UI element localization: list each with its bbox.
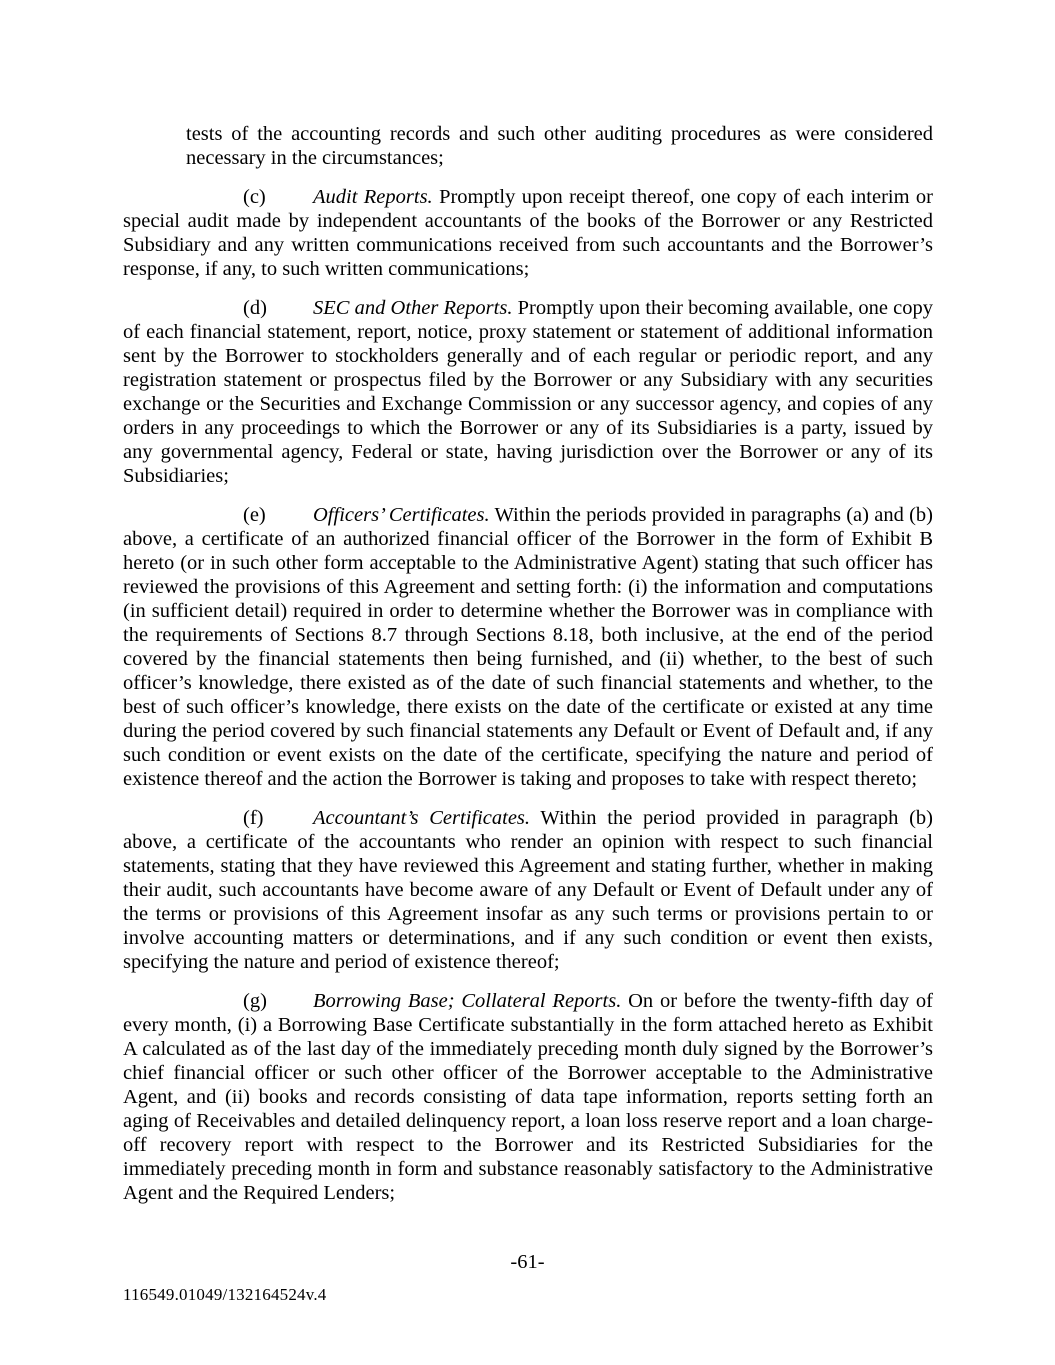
paragraph-c-text: Promptly upon receipt thereof, one copy of each interim or special audit made by independent accountants of the books of the Borrower or any Restricted Subsidiary and any written communications received from such accountants and the Borrower’s response, if any, to such written communications; xyxy=(123,186,934,280)
paragraph-g-label: (g) xyxy=(243,990,267,1012)
paragraph-e-text: Within the periods provided in paragraphs (a) and (b) above, a certificate of an authorized financial officer of the Borrower in the form of Exhibit B hereto (or in such other form acceptable to the Administrative Agent) stating that such officer has reviewed the provisions of this Agreement and setting forth: (i) the information and computations (in sufficient detail) required in order to determine whether the Borrower was in compliance with the requirements of Sections 8.7 through Sections 8.18, both inclusive, at the end of the period covered by the financial statements then being furnished, and (ii) whether, to the best of such officer’s knowledge, there existed as of the date of such financial statements and whether, to the best of such officer’s knowledge, there exists on the date of the certificate or existed at any time during the period covered by such financial statements any Default or Event of Default and, if any such condition or event exists on the date of the certificate, specifying the nature and period of existence thereof and the action the Borrower is taking and proposes to take with respect thereto; xyxy=(123,504,933,790)
paragraph-f-label: (f) xyxy=(243,807,264,829)
paragraph-c-label: (c) xyxy=(243,186,266,208)
paragraph-e-label: (e) xyxy=(243,504,266,526)
paragraph-e xyxy=(123,503,933,791)
continuation-paragraph: tests of the accounting records and such other auditing procedures as were considered necessary in the circumstances; xyxy=(186,123,933,169)
paragraph-f-text: Within the period provided in paragraph (b) above, a certificate of the accountants who render an opinion with respect to such financial statements, stating that they have reviewed this Agreement and stating further, whether in making their audit, such accountants have become aware of any Default or Event of Default under any of the terms or provisions of this Agreement insofar as any such terms or provisions pertain to or involve accounting matters or determinations, and if any such condition or event then exists, specifying the nature and period of existence thereof; xyxy=(123,807,934,973)
paragraph-c xyxy=(123,185,933,281)
paragraph-c-title: Audit Reports. xyxy=(313,186,433,208)
page-number: -61- xyxy=(510,1251,545,1273)
paragraph-d-title: SEC and Other Reports. xyxy=(313,297,513,319)
document-control-number: 116549.01049/132164524v.4 xyxy=(123,1285,327,1304)
paragraph-g xyxy=(123,989,933,1205)
paragraph-d-label: (d) xyxy=(243,297,267,319)
paragraph-g-title: Borrowing Base; Collateral Reports. xyxy=(313,990,622,1012)
paragraph-f xyxy=(123,806,933,974)
paragraph-f-title: Accountant’s Certificates. xyxy=(313,807,531,829)
paragraph-d xyxy=(123,296,933,488)
paragraph-g-text: On or before the twenty-fifth day of every month, (i) a Borrowing Base Certificate substantially in the form attached hereto as Exhibit A calculated as of the last day of the immediately preceding month duly signed by the Borrower’s chief financial officer or such other officer of the Borrower acceptable to the Administrative Agent, and (ii) books and records consisting of data tape information, reports setting forth an aging of Receivables and detailed delinquency report, a loan loss reserve report and a loan charge-off recovery report with respect to the Borrower and its Restricted Subsidiaries for the immediately preceding month in form and substance reasonably satisfactory to the Administrative Agent and the Required Lenders; xyxy=(123,990,933,1204)
paragraph-d-text: Promptly upon their becoming available, one copy of each financial statement, report, notice, proxy statement or statement of additional information sent by the Borrower to stockholders generally and of each regular or periodic report, and any registration statement or prospectus filed by the Borrower or any Subsidiary with any securities exchange or the Securities and Exchange Commission or any successor agency, and copies of any orders in any proceedings to which the Borrower or any of its Subsidiaries is a party, issued by any governmental agency, Federal or state, having jurisdiction over the Borrower or any of its Subsidiaries; xyxy=(123,297,934,487)
document-body xyxy=(123,122,933,1205)
paragraph-e-title: Officers’ Certificates. xyxy=(313,504,490,526)
